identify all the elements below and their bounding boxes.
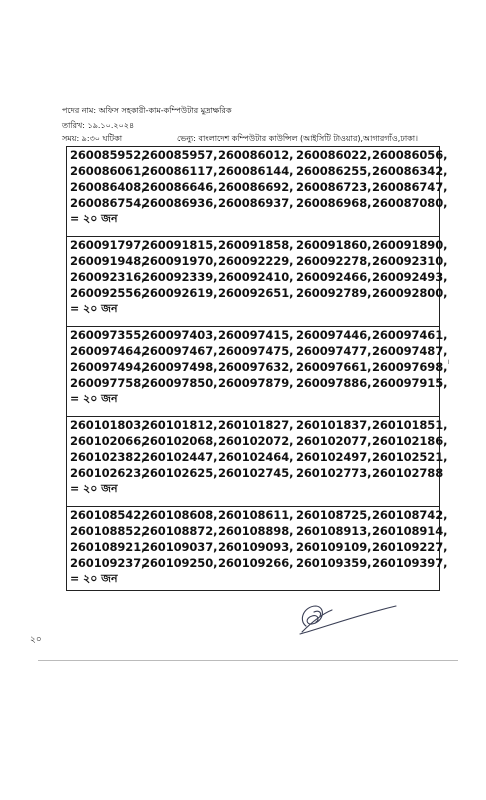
roll-number: 260086408, (70, 180, 146, 194)
roll-group-cell (67, 237, 448, 327)
roll-number: 260102745, (218, 466, 294, 480)
roll-grid (70, 508, 448, 571)
roll-number: 260102788 (372, 466, 444, 480)
roll-number: 260092310, (372, 254, 448, 268)
roll-number-table (66, 146, 448, 591)
roll-number: 260097758, (70, 376, 146, 390)
table-row (67, 327, 440, 417)
roll-number: 260109237, (70, 556, 146, 570)
roll-number: 260102521, (372, 450, 448, 464)
roll-number: 260092278, (296, 254, 372, 268)
roll-number: 260097879, (218, 376, 294, 390)
roll-group-cell (67, 327, 448, 417)
roll-number: 260097661, (296, 360, 372, 374)
roll-number: 260092789, (296, 286, 372, 300)
roll-number: 260091970, (142, 254, 218, 268)
roll-number: 260086936, (142, 196, 218, 210)
roll-number: 260102072, (218, 434, 294, 448)
roll-number: 260101827, (218, 418, 294, 432)
footer-divider (38, 660, 458, 661)
margin-mark: । (447, 358, 450, 366)
roll-number: 260086646, (142, 180, 218, 194)
roll-number: 260086747, (372, 180, 448, 194)
roll-number: 260108921, (70, 540, 146, 554)
roll-number: 260102625, (142, 466, 218, 480)
roll-number: 260109093, (218, 540, 294, 554)
roll-number: 260091797, (70, 238, 146, 252)
roll-number: 260086692, (218, 180, 294, 194)
roll-number: 260108611, (218, 508, 294, 522)
roll-number: 260097461, (372, 328, 448, 342)
roll-number: 260109109, (296, 540, 372, 554)
post-name: পদের নাম: অফিস সহকারী-কাম-কম্পিউটার মুদ্রাক্ষরিক (62, 106, 232, 115)
signature-icon (292, 592, 402, 642)
roll-number: 260108742, (372, 508, 448, 522)
group-total: = ২০ জন (70, 572, 118, 585)
roll-number: 260092800, (372, 286, 448, 300)
roll-group-cell (67, 417, 448, 507)
roll-number: 260091815, (142, 238, 218, 252)
table-row (67, 237, 440, 327)
roll-number: 260102186, (372, 434, 448, 448)
roll-number: 260101837, (296, 418, 372, 432)
roll-number: 260097355, (70, 328, 146, 342)
exam-time: সময়: ৯:৩০ ঘটিকা (62, 134, 123, 143)
roll-group-cell (67, 147, 448, 237)
roll-number: 260108725, (296, 508, 372, 522)
roll-number: 260108913, (296, 524, 372, 538)
roll-number: 260102382, (70, 450, 146, 464)
roll-number: 260097632, (218, 360, 294, 374)
roll-number: 260086061, (70, 164, 146, 178)
roll-number: 260092556, (70, 286, 146, 300)
roll-number: 260097467, (142, 344, 218, 358)
roll-number: 260097487, (372, 344, 448, 358)
roll-number: 260108898, (218, 524, 294, 538)
roll-number: 260097415, (218, 328, 294, 342)
table-row (67, 507, 440, 591)
roll-number: 260092493, (372, 270, 448, 284)
roll-number: 260092466, (296, 270, 372, 284)
group-total: = ২০ জন (70, 302, 118, 315)
roll-number: 260091890, (372, 238, 448, 252)
roll-number: 260102497, (296, 450, 372, 464)
roll-number: 260109037, (142, 540, 218, 554)
roll-grid (70, 418, 448, 481)
roll-number: 260097403, (142, 328, 218, 342)
roll-number: 260108852, (70, 524, 146, 538)
roll-number: 260109397, (372, 556, 448, 570)
roll-number: 260092651, (218, 286, 294, 300)
roll-number: 260097464, (70, 344, 146, 358)
roll-number: 260097498, (142, 360, 218, 374)
roll-number: 260097475, (218, 344, 294, 358)
roll-number: 260086342, (372, 164, 448, 178)
roll-number: 260086012, (218, 148, 294, 162)
roll-number: 260097446, (296, 328, 372, 342)
roll-number: 260086144, (218, 164, 294, 178)
roll-number: 260087080, (372, 196, 448, 210)
roll-number: 260108914, (372, 524, 448, 538)
roll-number: 260102464, (218, 450, 294, 464)
roll-number: 260086937, (218, 196, 294, 210)
table-row (67, 147, 440, 237)
roll-number: 260092339, (142, 270, 218, 284)
roll-number: 260102066, (70, 434, 146, 448)
roll-grid (70, 148, 448, 211)
roll-number: 260091860, (296, 238, 372, 252)
roll-number: 260097915, (372, 376, 448, 390)
roll-number: 260108608, (142, 508, 218, 522)
roll-number: 260092619, (142, 286, 218, 300)
roll-number: 260086255, (296, 164, 372, 178)
roll-number: 260097850, (142, 376, 218, 390)
group-total: = ২০ জন (70, 482, 118, 495)
roll-number: 260109359, (296, 556, 372, 570)
roll-number: 260102077, (296, 434, 372, 448)
exam-date: তারিখ: ১৯.১০.২০২৪ (62, 121, 135, 130)
roll-number: 260085957, (142, 148, 218, 162)
roll-grid (70, 328, 448, 391)
roll-number: 260086117, (142, 164, 218, 178)
roll-number: 260108542, (70, 508, 146, 522)
roll-number: 260097886, (296, 376, 372, 390)
roll-number: 260092229, (218, 254, 294, 268)
page-number: ২০ (30, 635, 42, 645)
table-row (67, 417, 440, 507)
roll-number: 260102623, (70, 466, 146, 480)
group-total: = ২০ জন (70, 392, 118, 405)
roll-number: 260101803, (70, 418, 146, 432)
roll-number: 260085952, (70, 148, 146, 162)
roll-number: 260109266, (218, 556, 294, 570)
group-total: = ২০ জন (70, 212, 118, 225)
roll-number: 260108872, (142, 524, 218, 538)
exam-venue: ভেন্যু: বাংলাদেশ কম্পিউটার কাউন্সিল (আইসিটি টাওয়ার),আগারগাঁও,ঢাকা। (177, 134, 418, 143)
roll-number: 260101812, (142, 418, 218, 432)
roll-number: 260091948, (70, 254, 146, 268)
roll-number: 260097698, (372, 360, 448, 374)
roll-number: 260102447, (142, 450, 218, 464)
roll-number: 260086754, (70, 196, 146, 210)
roll-number: 260101851, (372, 418, 448, 432)
roll-group-cell (67, 507, 448, 591)
roll-number: 260086022, (296, 148, 372, 162)
roll-number: 260086723, (296, 180, 372, 194)
roll-number: 260091858, (218, 238, 294, 252)
roll-number: 260097477, (296, 344, 372, 358)
roll-number: 260092316, (70, 270, 146, 284)
roll-number: 260086968, (296, 196, 372, 210)
roll-number: 260092410, (218, 270, 294, 284)
roll-number: 260086056, (372, 148, 448, 162)
roll-number: 260109250, (142, 556, 218, 570)
roll-number: 260109227, (372, 540, 448, 554)
roll-number: 260097494, (70, 360, 146, 374)
roll-number: 260102773, (296, 466, 372, 480)
roll-number: 260102068, (142, 434, 218, 448)
roll-grid (70, 238, 448, 301)
